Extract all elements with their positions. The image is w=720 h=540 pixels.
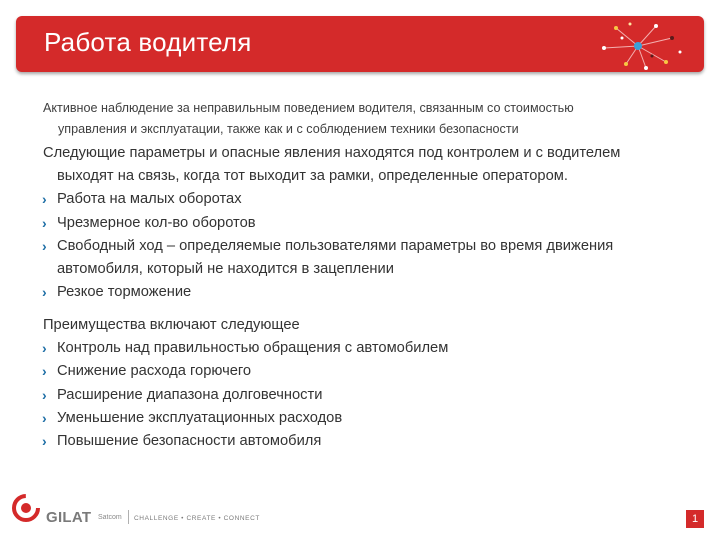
chevron-right-icon: › xyxy=(42,237,47,254)
monitoring-section xyxy=(43,142,693,304)
footer-logo xyxy=(10,488,310,530)
chevron-right-icon: › xyxy=(42,284,47,301)
chevron-right-icon: › xyxy=(42,340,47,357)
list-item xyxy=(43,360,693,383)
list-item xyxy=(43,430,693,453)
list-item-text: автомобиля, который не находится в зацеплении xyxy=(57,261,394,278)
chevron-right-icon: › xyxy=(42,191,47,208)
tagline: CHALLENGE • CREATE • CONNECT xyxy=(134,515,260,522)
list-item-text: Уменьшение эксплуатационных расходов xyxy=(57,409,343,426)
logo-wordmark: GILAT xyxy=(46,509,92,526)
chevron-right-icon: › xyxy=(42,433,47,450)
list-item xyxy=(43,212,693,235)
logo-divider xyxy=(128,510,129,524)
intro-line: управления и эксплуатации, также как и с соблюдением техники безопасности xyxy=(58,122,519,136)
gilat-logo-icon xyxy=(10,488,44,528)
network-burst-icon xyxy=(576,18,696,70)
list-item xyxy=(43,407,693,430)
list-item-text: Чрезмерное кол-во оборотов xyxy=(57,214,256,231)
chevron-right-icon: › xyxy=(42,386,47,403)
list-item-text: Резкое торможение xyxy=(57,284,192,301)
intro-text xyxy=(43,98,683,140)
list-item-text: Свободный ход – определяемые пользователями параметры во время движения xyxy=(57,237,614,254)
section-paragraph xyxy=(43,142,693,188)
paragraph-line: выходят на связь, когда тот выходит за рамки, определенные оператором. xyxy=(57,168,568,185)
logo-subtitle: Satcom xyxy=(98,514,122,521)
list-item-text: Работа на малых оборотах xyxy=(57,191,242,208)
list-item-text: Расширение диапазона долговечности xyxy=(57,386,323,403)
list-item xyxy=(43,188,693,211)
chevron-right-icon: › xyxy=(42,214,47,231)
list-item-text: Снижение расхода горючего xyxy=(57,363,252,380)
page-title: Работа водителя xyxy=(44,27,252,57)
page-number-badge: 1 xyxy=(686,510,704,528)
list-item-text: Контроль над правильностью обращения с автомобилем xyxy=(57,340,449,357)
list-item xyxy=(43,384,693,407)
paragraph-line: Следующие параметры и опасные явления находятся под контролем и с водителем xyxy=(43,145,621,161)
benefits-section xyxy=(43,314,693,453)
list-item xyxy=(43,337,693,360)
list-item xyxy=(43,281,693,304)
chevron-right-icon: › xyxy=(42,409,47,426)
list-item xyxy=(43,235,693,281)
section-heading: Преимущества включают следующее xyxy=(43,317,300,333)
intro-line: Активное наблюдение за неправильным поведением водителя, связанным со стоимостью xyxy=(43,101,574,115)
list-item-text: Повышение безопасности автомобиля xyxy=(57,433,322,450)
chevron-right-icon: › xyxy=(42,363,47,380)
title-bar xyxy=(16,16,704,72)
